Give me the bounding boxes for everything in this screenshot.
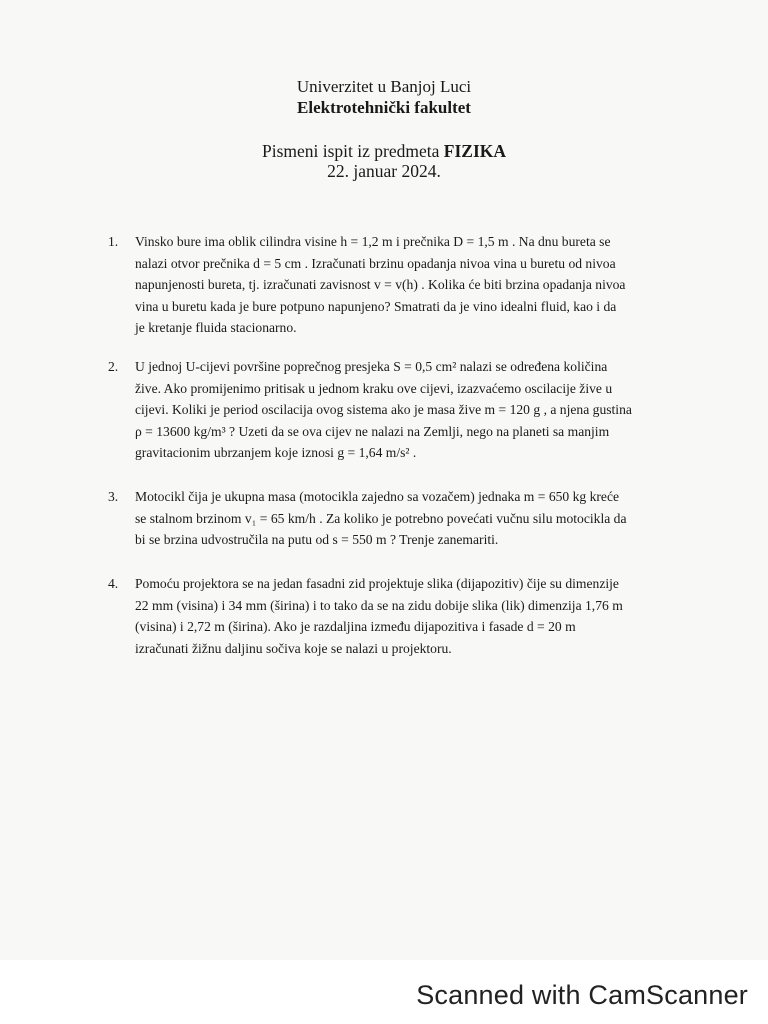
problem-3 bbox=[108, 486, 698, 551]
problem-number: 4. bbox=[108, 576, 119, 591]
problem-text bbox=[135, 573, 698, 659]
problem-line: vina u buretu kada je bure potpuno napunjeno? Smatrati da je vino idealni fluid, kao i da bbox=[135, 298, 617, 314]
problem-line: 22 mm (visina) i 34 mm (širina) i to tako da se na zidu dobije slika (lik) dimenzija 1,76 m bbox=[135, 597, 623, 613]
problem-line: žive. Ako promijenimo pritisak u jednom kraku ove cijevi, izazvaćemo oscilacije žive u bbox=[135, 380, 613, 396]
camscanner-watermark: Scanned with CamScanner bbox=[416, 980, 748, 1010]
exam-title bbox=[0, 141, 768, 162]
problem-number: 2. bbox=[108, 359, 119, 374]
problem-line: gravitacionim ubrzanjem koje iznosi g = 1,64 m/s² . bbox=[135, 445, 417, 460]
problem-line: (visina) i 2,72 m (širina). Ako je razdaljina između dijapozitiva i fasade d = 20 m bbox=[135, 619, 576, 634]
problem-line: Pomoću projektora se na jedan fasadni zid projektuje slika (dijapozitiv) čije su dimenzije bbox=[135, 576, 619, 591]
problem-text bbox=[135, 356, 698, 464]
faculty-name: Elektrotehnički fakultet bbox=[297, 98, 471, 117]
problem-line: cijevi. Koliki je period oscilacija ovog sistema ako je masa žive m = 120 g , a njena gustina bbox=[135, 402, 632, 417]
problem-line: izračunati žižnu daljinu sočiva koje se nalazi u projektoru. bbox=[135, 640, 452, 656]
problem-line: napunjenosti bureta, tj. izračunati zavisnost v = v(h) . Kolika će biti brzina opadanja nivoa bbox=[135, 277, 626, 292]
problem-number: 1. bbox=[108, 234, 119, 249]
problem-text bbox=[135, 486, 698, 551]
problem-2 bbox=[108, 356, 698, 464]
problem-line: Vinsko bure ima oblik cilindra visine h = 1,2 m i prečnika D = 1,5 m . Na dnu bureta se bbox=[135, 234, 611, 249]
exam-subject: FIZIKA bbox=[443, 141, 506, 161]
problem-line: nalazi otvor prečnika d = 5 cm . Izračunati brzinu opadanja nivoa vina u buretu od nivoa bbox=[135, 255, 616, 271]
problem-line: bi se brzina udvostručila na putu od s = 550 m ? Trenje zanemariti. bbox=[135, 532, 499, 547]
problem-text bbox=[135, 231, 698, 339]
problem-line: U jednoj U-cijevi površine poprečnog presjeka S = 0,5 cm² nalazi se određena količina bbox=[135, 359, 608, 374]
exam-date: 22. januar 2024. bbox=[327, 161, 441, 181]
problem-line: ρ = 13600 kg/m³ ? Uzeti da se ova cijev ne nalazi na Zemlji, nego na planeti sa manjim bbox=[135, 423, 610, 439]
problem-1 bbox=[108, 231, 698, 339]
problem-line: je kretanje fluida stacionarno. bbox=[135, 320, 297, 335]
problem-line: Motocikl čija je ukupna masa (motocikla zajedno sa vozačem) jednaka m = 650 kg kreće bbox=[135, 489, 620, 504]
problem-line: se stalnom brzinom v₁ = 65 km/h . Za koliko je potrebno povećati vučnu silu motocikla da bbox=[135, 510, 627, 526]
document-header bbox=[0, 76, 768, 118]
university-name: Univerzitet u Banjoj Luci bbox=[296, 77, 472, 96]
problem-number: 3. bbox=[108, 489, 119, 504]
exam-title-prefix: Pismeni ispit iz predmeta bbox=[261, 141, 440, 161]
problem-4 bbox=[108, 573, 698, 659]
